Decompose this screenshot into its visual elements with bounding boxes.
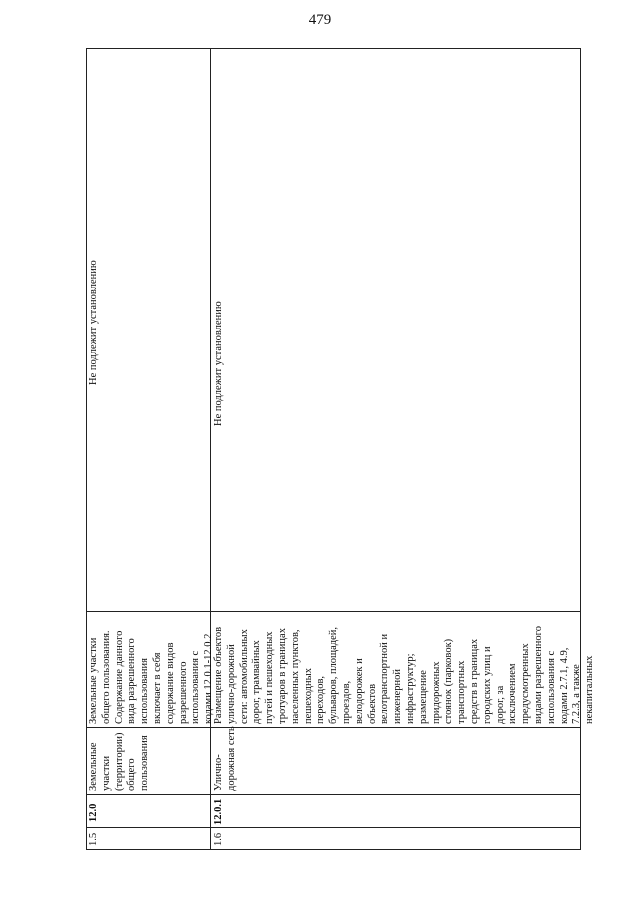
row-name-1-5: Земельные участки (территории) общего пользования [88,732,151,791]
page-number: 479 [308,12,332,28]
row-number-1-6: 1.6 [213,832,224,846]
row-description-1-6: Размещение объектов улично-дорожной сети: автомобильных дорог, трамвайных путей и пешеходных тротуаров в границах населенных пунктов, пешеходных переходов, бульваров, площадей, проездов, велодорожек и объектов велотранспортной и инженерной инфраструктур; размещение придорожных стоянок (парковок) транспортных средств в границах городских улиц и дорог, за исключением предусмотренных видами разрешенного использования с кодами 2.7.1, 4.9, 7.2.3, а также некапитальных [213,626,596,724]
row-code-1-6: 12.0.1 [213,798,224,825]
row-status-1-6: Не подлежит установлению [213,301,224,426]
row-status-1-5: Не подлежит установлению [88,260,99,385]
document-table [86,48,596,850]
column-divider-name [86,794,581,795]
column-divider-status [86,611,581,612]
table-border-bottom [86,849,581,850]
table-border-left [86,48,87,850]
column-divider-code [86,827,581,828]
column-divider-description [86,727,581,728]
row-description-1-5: Земельные участки общего пользования. Содержание данного вида разрешенного использования включает в себя содержание видов разрешенного использования с кодами 12.0.1-12.0.2 [88,630,215,724]
table-border-top [86,48,581,49]
row-name-1-6: Улично- дорожная сеть [213,726,237,791]
row-number-1-5: 1.5 [88,832,99,846]
row-code-1-5: 12.0 [88,803,99,822]
row-divider [210,48,211,850]
table-border-right [580,48,581,850]
